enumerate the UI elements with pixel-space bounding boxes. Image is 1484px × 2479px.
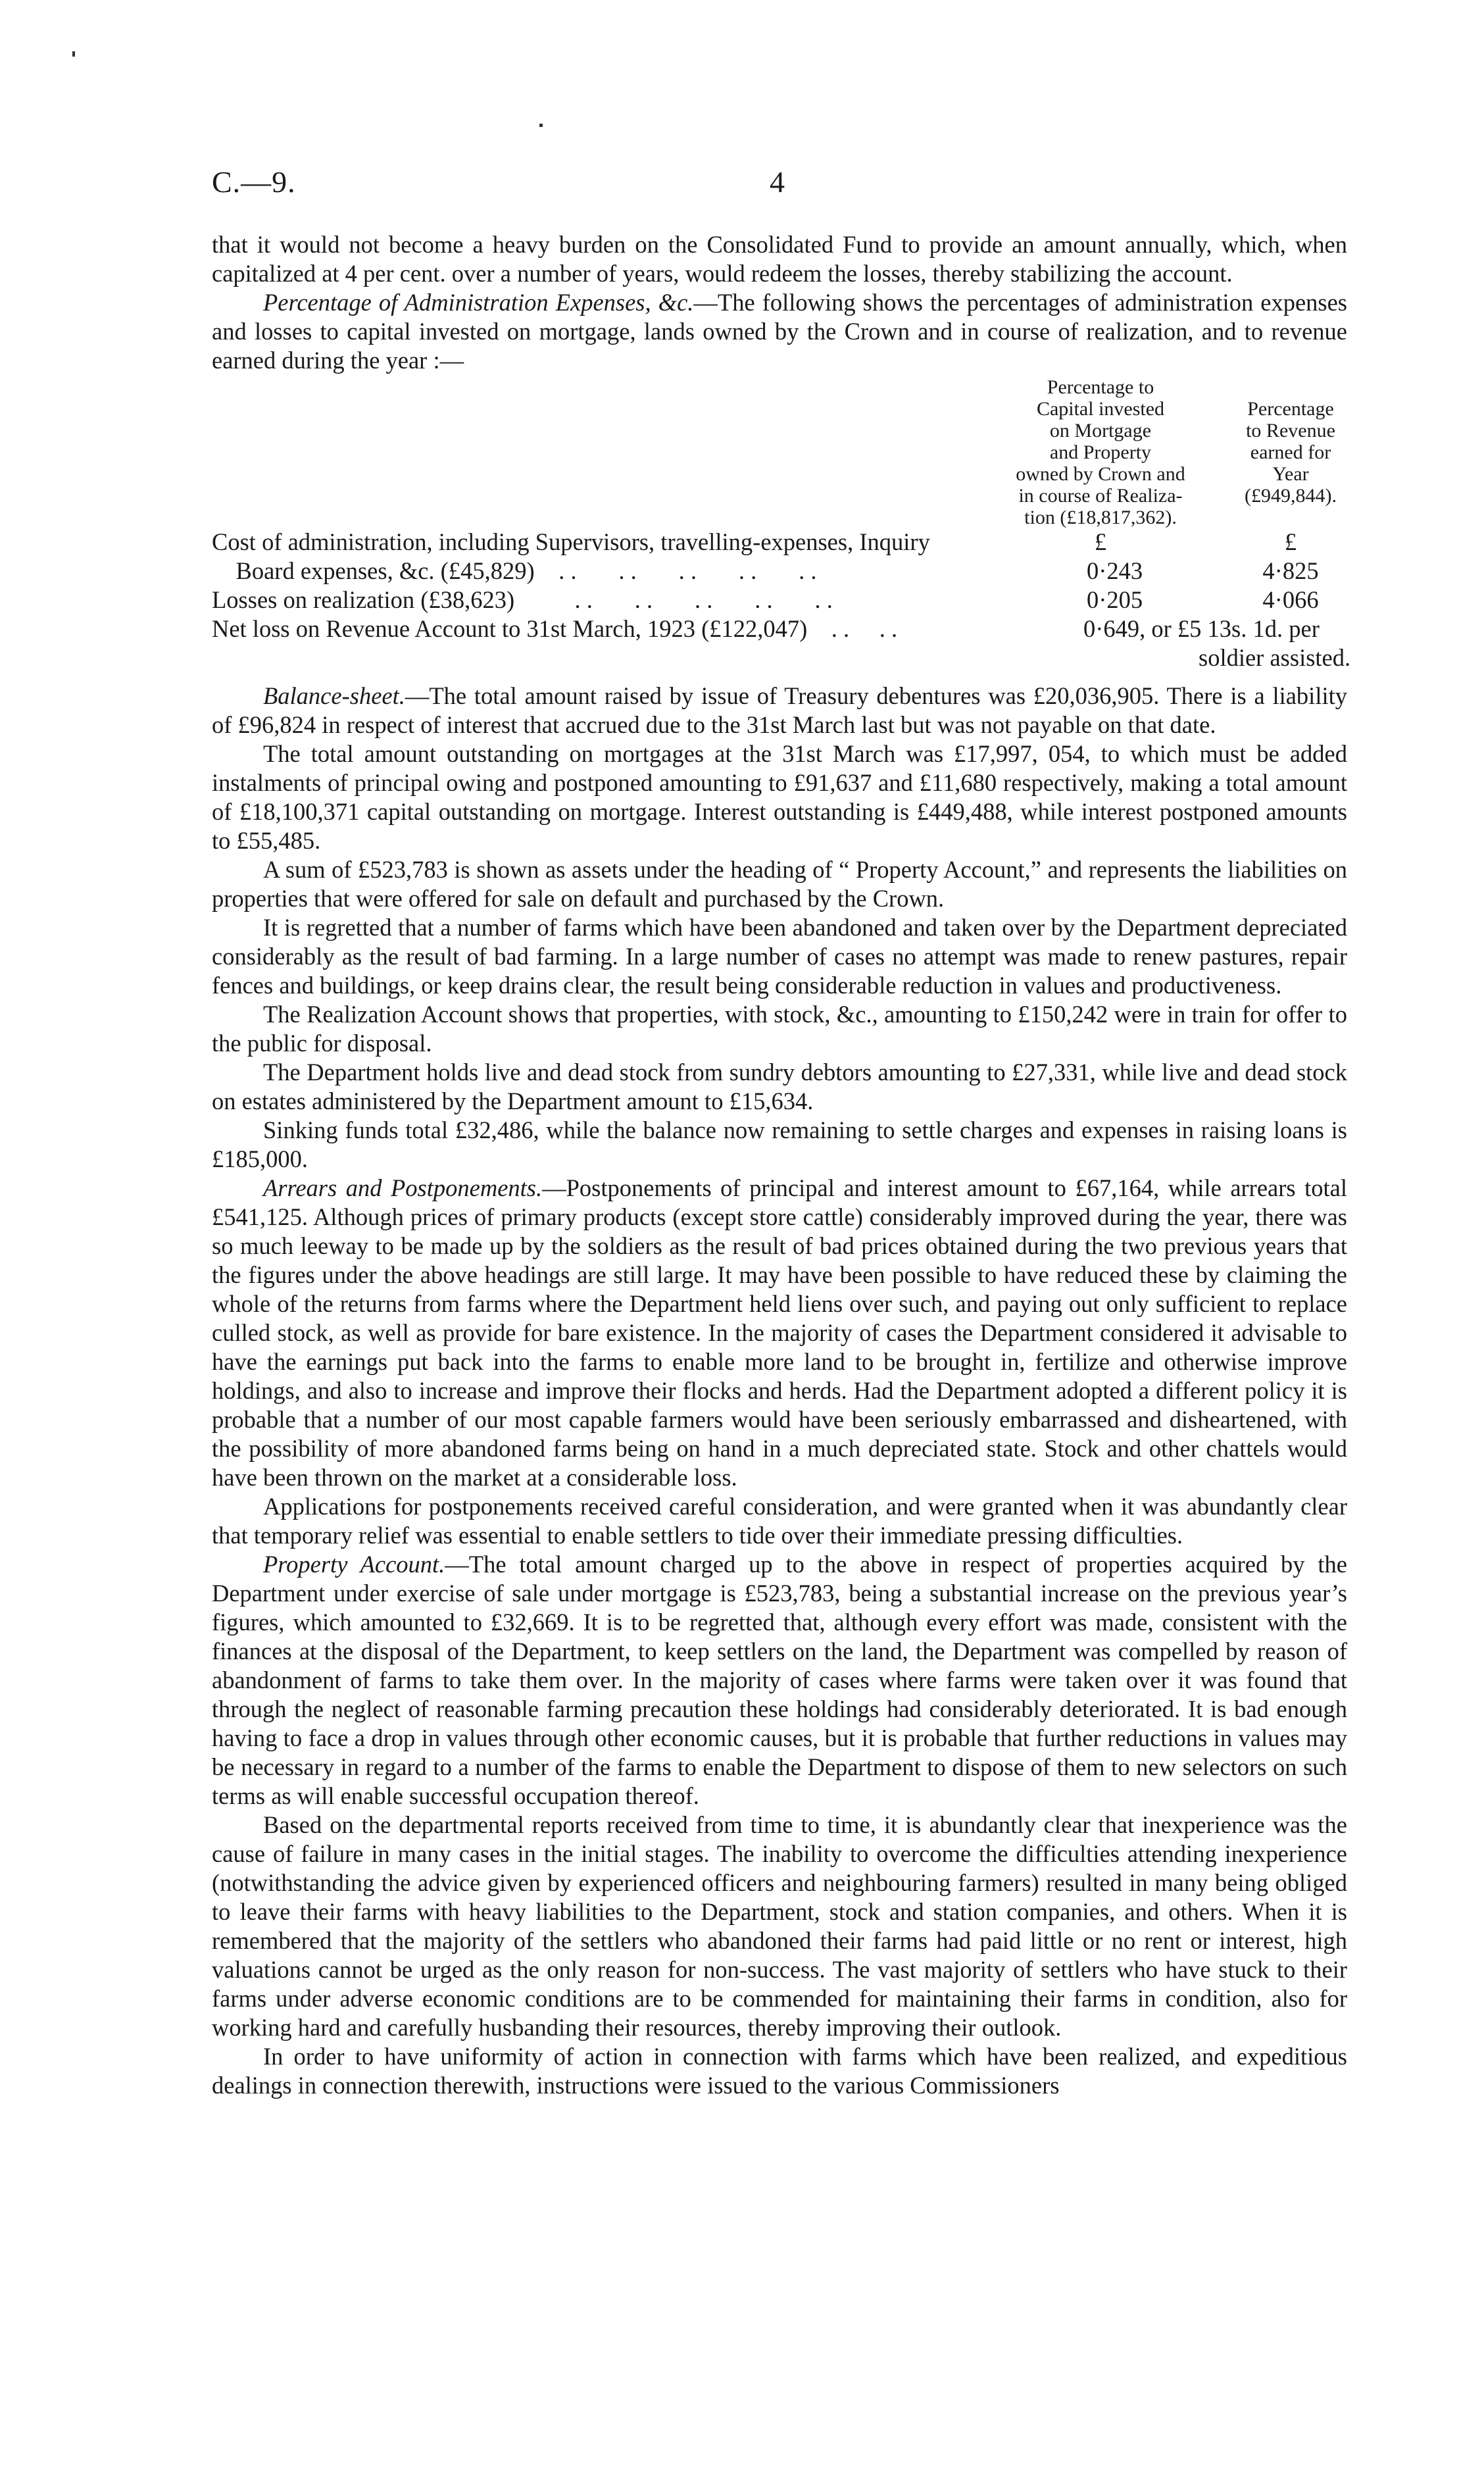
paragraph: Based on the departmental reports received from time to time, it is abundantly clear that inexperience was the cause of failure in many cases in the initial stages. The inability to overcome the difficulties attending inexperience (notwithstanding the advice given by experienced officers and neighbouring farmers) resulted in many being obliged to leave their farms with heavy liabilities to the Department, stock and station companies, and others. When it is remembered that the majority of the settlers who abandoned their farms had paid little or no rent or interest, high valuations cannot be urged as the only reason for non-success. The vast majority of settlers who have stuck to their farms under adverse economic conditions are to be commended for maintaining their farms in condition, also for working hard and carefully husbanding their resources, thereby improving their outlook. bbox=[212, 1811, 1347, 2041]
body-text bbox=[212, 230, 1351, 2100]
row-value-col2: 4·066 bbox=[1262, 586, 1319, 613]
table-row bbox=[212, 586, 1347, 614]
row-label: Cost of administration, including Supervisors, travelling-expenses, Inquiry bbox=[212, 528, 930, 555]
table-row bbox=[212, 528, 1347, 557]
col2-header-line: Year bbox=[1272, 463, 1309, 485]
paragraph: The Realization Account shows that properties, with stock, &c., amounting to £150,242 were in train for offer to the public for disposal. bbox=[212, 1001, 1347, 1057]
col1-header-line: on Mortgage bbox=[1049, 420, 1152, 441]
row-value-col1: 0·243 bbox=[1087, 557, 1143, 584]
row-value-continuation: soldier assisted. bbox=[1199, 644, 1351, 671]
paragraph: A sum of £523,783 is shown as assets under the heading of “ Property Account,” and represents the liabilities on properties that were offered for sale on default and purchased by the Crown. bbox=[212, 856, 1347, 912]
col1-header-line: Capital invested bbox=[1036, 398, 1165, 420]
col2-header-line: (£949,844). bbox=[1245, 485, 1337, 507]
percentage-heading: Percentage of Administration Expenses, &c. bbox=[263, 289, 694, 316]
row-value-col1: 0·649, or £5 13s. 1d. per bbox=[1083, 615, 1320, 642]
col1-header bbox=[992, 376, 1209, 528]
property-heading: Property Account. bbox=[263, 1551, 445, 1578]
arrears-paragraph bbox=[212, 1174, 1347, 1492]
paragraph: Sinking funds total £32,486, while the balance now remaining to settle charges and expenses in raising loans is £185,000. bbox=[212, 1116, 1347, 1172]
row-value-col2: 4·825 bbox=[1262, 557, 1319, 584]
table-row-continuation bbox=[212, 643, 1351, 672]
percentage-text: —The following shows the percentages of administration expenses and losses to capital invested on mortgage, lands owned by the Crown and in course of realization, and to revenue earned during the year :— bbox=[212, 289, 1347, 374]
col2-header-line: Percentage bbox=[1247, 398, 1334, 420]
row-value-col2: £ bbox=[1284, 528, 1297, 555]
paragraph: It is regretted that a number of farms which have been abandoned and taken over by the Department depreciated considerably as the result of bad farming. In a large number of cases no attempt was made to renew pastures, repair fences and buildings, or keep drains clear, the result being considerable reduction in values and productiveness. bbox=[212, 914, 1347, 999]
balance-text: —The total amount raised by issue of Treasury debentures was £20,036,905. There is a liability of £96,824 in respect of interest that accrued due to the 31st March last but was not payable on that date. bbox=[212, 682, 1347, 738]
balance-heading: Balance-sheet. bbox=[263, 682, 405, 709]
paragraph: In order to have uniformity of action in connection with farms which have been realized, and expeditious dealings in connection therewith, instructions were issued to the various Commissioners bbox=[212, 2043, 1347, 2099]
col2-header-line: to Revenue bbox=[1246, 420, 1335, 441]
col2-header bbox=[1218, 398, 1363, 507]
row-value-col1: £ bbox=[1094, 528, 1107, 555]
row-label: Losses on realization (£38,623) . . . . . . . . . . bbox=[212, 586, 833, 613]
scan-mark bbox=[539, 124, 543, 127]
col2-header-line: earned for bbox=[1250, 441, 1331, 463]
document-reference: C.—9. bbox=[212, 165, 296, 199]
table-row bbox=[212, 614, 1347, 643]
property-text: —The total amount charged up to the above in respect of properties acquired by the Department under exercise of sale under mortgage is £523,783, being a substantial increase on the previous year’s figures, which amounted to £32,669. It is to be regretted that, although every effort was made, consistent with the finances at the disposal of the Department, to keep settlers on the land, the Department was compelled by reason of abandonment of farms to take them over. In the majority of cases where farms were taken over it was found that through the neglect of reasonable farming precaution these holdings had considerably deteriorated. It is bad enough having to face a drop in values through other economic causes, but it is probable that further reductions in values may be necessary in regard to a number of the farms to enable the Department to dispose of them to new selectors on such terms as will enable successful occupation thereof. bbox=[212, 1551, 1347, 1809]
balance-paragraph bbox=[212, 682, 1347, 739]
table-row bbox=[212, 557, 1347, 586]
paragraph: The Department holds live and dead stock from sundry debtors amounting to £27,331, while live and dead stock on estates administered by the Department amount to £15,634. bbox=[212, 1059, 1347, 1114]
intro-paragraph: that it would not become a heavy burden on the Consolidated Fund to provide an amount annually, which, when capitalized at 4 per cent. over a number of years, would redeem the losses, thereby stabilizing the account. bbox=[212, 231, 1347, 287]
col1-header-line: tion (£18,817,362). bbox=[1024, 507, 1177, 528]
property-paragraph bbox=[212, 1550, 1347, 1811]
percentage-paragraph bbox=[212, 288, 1347, 375]
arrears-heading: Arrears and Postponements. bbox=[263, 1174, 543, 1201]
arrears-text: —Postponements of principal and interest amount to £67,164, while arrears total £541,125. Although prices of primary products (except store cattle) considerably improved during the year, there was so much leeway to be made up by the soldiers as the result of bad prices obtained during the two previous years that the figures under the above headings are still large. It may have been possible to have reduced these by claiming the whole of the returns from farms where the Department held liens over such, and paying out only sufficient to replace culled stock, as well as provide for bare existence. In the majority of cases the Department considered it advisable to have the earnings put back into the farms to enable more land to be brought in, fertilize and otherwise improve holdings, and also to increase and improve their flocks and herds. Had the Department adopted a different policy it is probable that a number of our most capable farmers would have been seriously embarrassed and disheartened, with the possibility of more abandoned farms being on hand in a much depreciated state. Stock and other chattels would have been thrown on the market at a considerable loss. bbox=[212, 1174, 1347, 1491]
col1-header-line: Percentage to bbox=[1047, 376, 1154, 398]
row-label: Net loss on Revenue Account to 31st March, 1923 (£122,047) . . . . bbox=[212, 615, 898, 642]
paragraph: Applications for postponements received careful consideration, and were granted when it was abundantly clear that temporary relief was essential to enable settlers to tide over their immediate pressing difficulties. bbox=[212, 1493, 1347, 1549]
col1-header-line: and Property bbox=[1049, 441, 1152, 463]
page-number: 4 bbox=[770, 165, 785, 199]
row-label: Board expenses, &c. (£45,829) . . . . . . . . . . bbox=[212, 557, 817, 584]
percentage-table-header bbox=[212, 376, 1347, 528]
col1-header-line: owned by Crown and bbox=[1016, 463, 1185, 485]
col1-header-line: in course of Realiza- bbox=[1018, 485, 1183, 507]
scan-mark bbox=[72, 51, 75, 57]
row-value-col1: 0·205 bbox=[1087, 586, 1143, 613]
paragraph: The total amount outstanding on mortgages at the 31st March was £17,997, 054, to which must be added instalments of principal owing and postponed amounting to £91,637 and £11,680 respectively, making a total amount of £18,100,371 capital outstanding on mortgage. Interest outstanding is £449,488, while interest postponed amounts to £55,485. bbox=[212, 740, 1347, 854]
